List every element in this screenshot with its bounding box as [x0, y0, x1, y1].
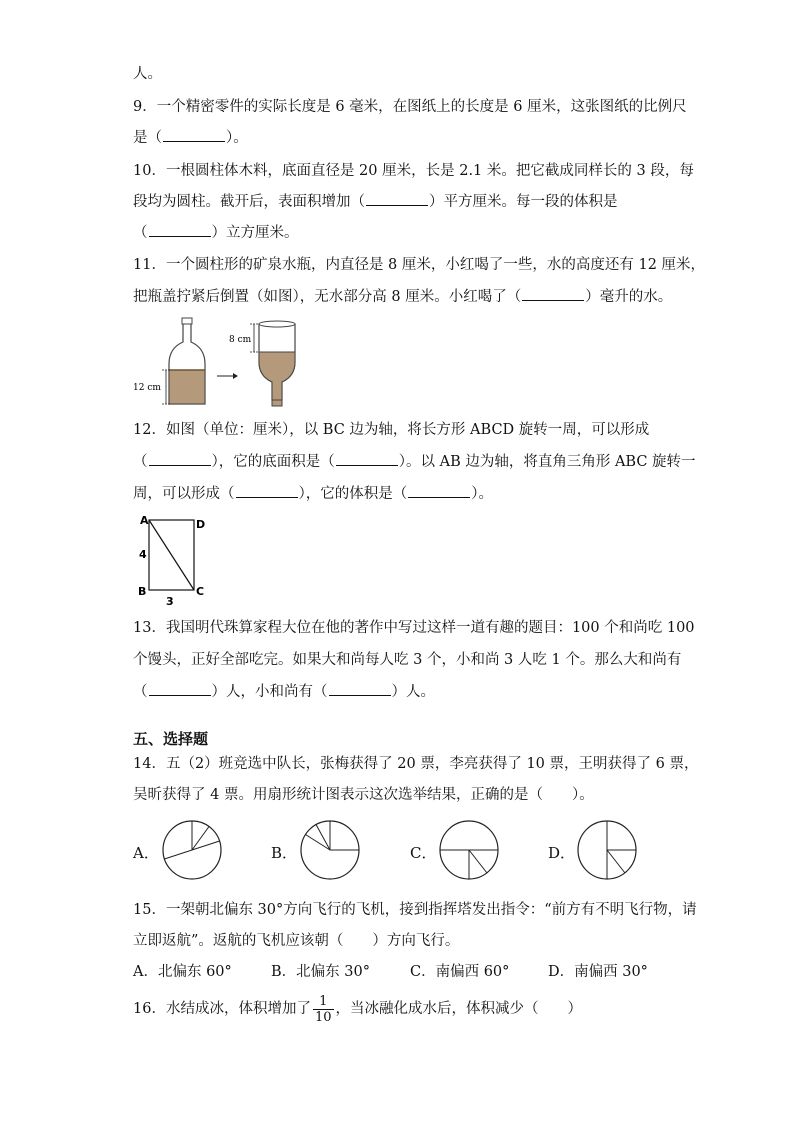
- q12-line2: （ ），它的底面积是（ ）。以 AB 边为轴，将直角三角形 ABC 旋转一: [133, 454, 696, 470]
- prev-question-tail: 人。: [133, 66, 162, 82]
- q10-line3: （ ）立方厘米。: [133, 225, 299, 241]
- vertex-b: B: [138, 585, 147, 598]
- water-upright: [169, 370, 205, 404]
- q12-line1: 12．如图（单位：厘米），以 BC 边为轴，将长方形 ABCD 旋转一周，可以形成: [133, 422, 650, 438]
- water-inverted: [259, 352, 295, 400]
- q9-blank[interactable]: [163, 128, 225, 142]
- q15-option-d[interactable]: D．南偏西 30°: [548, 964, 648, 980]
- q11-line2: 把瓶盖拧紧后倒置（如图），无水部分高 8 厘米。小红喝了（ ）毫升的水。: [133, 289, 673, 305]
- q15-line2: 立即返航”。返航的飞机应该朝（ ）方向飞行。: [133, 933, 460, 949]
- q12-blank-2[interactable]: [336, 452, 398, 466]
- q10-line2: 段均为圆柱。截开后，表面积增加（ ）平方厘米。每一段的体积是: [133, 194, 618, 210]
- q14-option-c-label[interactable]: C．: [410, 844, 437, 862]
- q13-line1: 13．我国明代珠算家程大位在他的著作中写过这样一道有趣的题目：100 个和尚吃 100: [133, 620, 695, 636]
- q13-line3: （ ）人，小和尚有（ ）人。: [133, 684, 435, 700]
- side-ab-length: 4: [139, 548, 147, 561]
- side-bc-length: 3: [166, 595, 174, 608]
- q13-blank-1[interactable]: [149, 682, 211, 696]
- q9-line2: 是（ ）。: [133, 130, 248, 146]
- section-title: 五、选择题: [133, 730, 209, 748]
- q14-line2: 吴昕获得了 4 票。用扇形统计图表示这次选举结果，正确的是（ ）。: [133, 787, 594, 803]
- q12-line3: 周，可以形成（ ），它的体积是（ ）。: [133, 486, 493, 502]
- q14-option-a-pie[interactable]: [160, 818, 224, 882]
- bottle-figure: [133, 314, 303, 410]
- q11-line1: 11．一个圆柱形的矿泉水瓶，内直径是 8 厘米，小红喝了一些，水的高度还有 12 厘米，: [133, 257, 706, 273]
- q12-blank-4[interactable]: [408, 484, 470, 498]
- q14-option-d-label[interactable]: D．: [548, 844, 576, 862]
- q11-blank[interactable]: [522, 287, 584, 301]
- q10-blank-1[interactable]: [366, 192, 428, 206]
- q13-line2: 个馒头，正好全部吃完。如果大和尚每人吃 3 个，小和尚 3 人吃 1 个。那么大和尚有: [133, 652, 682, 668]
- q15-option-a[interactable]: A．北偏东 60°: [133, 964, 232, 980]
- q13-blank-2[interactable]: [329, 682, 391, 696]
- q10-blank-2[interactable]: [149, 223, 211, 237]
- q10-line1: 10．一根圆柱体木料，底面直径是 20 厘米，长是 2.1 米。把它截成同样长的 3 段，每: [133, 163, 694, 179]
- arrow-icon: [233, 373, 238, 379]
- q9-line1: 9．一个精密零件的实际长度是 6 毫米，在图纸上的长度是 6 厘米，这张图纸的比例尺: [133, 99, 687, 115]
- q14-option-a-label[interactable]: A．: [133, 844, 159, 862]
- label-12cm: 12 cm: [133, 383, 161, 393]
- q14-option-d-pie[interactable]: [575, 818, 639, 882]
- q14-option-b-label[interactable]: B．: [271, 844, 298, 862]
- fraction-one-tenth: $\frac{1}{10}$: [314, 993, 332, 1025]
- q14-option-c-pie[interactable]: [437, 818, 501, 882]
- q15-line1: 15．一架朝北偏东 30°方向飞行的飞机，接到指挥塔发出指令：“前方有不明飞行物，请: [133, 902, 697, 918]
- bottle-cap: [182, 318, 192, 324]
- q14-option-b-pie[interactable]: [298, 818, 362, 882]
- q14-line1: 14．五（2）班竞选中队长，张梅获得了 20 票，李亮获得了 10 票，王明获得了 6 票，: [133, 756, 699, 772]
- diagonal-ac: [149, 520, 194, 590]
- q15-option-b[interactable]: B．北偏东 30°: [271, 964, 370, 980]
- q16-line1: 16．水结成冰，体积增加了 $\frac{1}{10}$ ，当冰融化成水后，体积减少（ ）: [133, 993, 582, 1025]
- q15-option-c[interactable]: C．南偏西 60°: [410, 964, 510, 980]
- q12-blank-1[interactable]: [149, 452, 211, 466]
- vertex-a: A: [140, 514, 149, 527]
- rectangle-abcd-figure: [133, 512, 213, 608]
- vertex-c: C: [196, 585, 205, 598]
- q12-blank-3[interactable]: [236, 484, 298, 498]
- vertex-d: D: [196, 518, 206, 531]
- label-8cm: 8 cm: [229, 335, 252, 345]
